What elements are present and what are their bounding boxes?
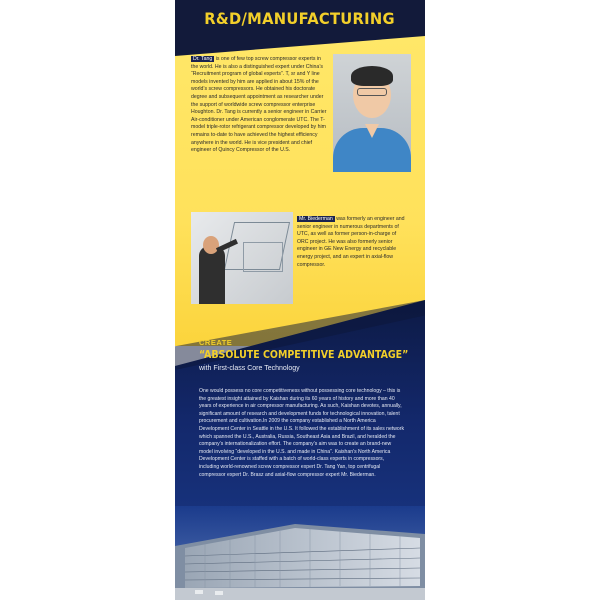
tang-bio: [191, 56, 327, 155]
section-subline: with First-class Core Technology: [199, 365, 300, 372]
portrait-photo-tang: [333, 54, 411, 172]
page-title: R&D/MANUFACTURING: [204, 8, 396, 28]
brochure-panel: [175, 0, 425, 600]
biederman-bio-text: was formerly an engineer and senior engineer in numerous departments of UTC, as well as former person-in-charge of ORC project. He was also formerly senior engineer in GE New Energy and recyclable energy project, and an expert in axial-flow compressor.: [297, 216, 405, 268]
tang-bio-text: is one of few top screw compressor experts in the world. He is also a distinguished expert under China’s “Recruitment program of global experts”. T, sr and Y line models invented by him are applied in about 15% of the world’s screw compressors. He obtained his doctorate degree and subsequent appointment as researcher under the support of worldwide screw compressor enterprise Houghton. Dr. Tang is currently a senior engineer in Carrier Air-conditioner under American conglomerate UTC. The T-model triple-rotor refrigerant compressor developed by him remains to-date to have achieved the highest efficiency anywhere in the world. He is vice president and chief engineer of Quincy Compressor of the U.S.: [191, 56, 327, 154]
header-bar: [175, 0, 425, 36]
biederman-name-tag: Mr. Biederman: [299, 216, 333, 222]
tang-name-tag: Dr. Tang: [193, 56, 213, 62]
biederman-bio: [297, 216, 409, 269]
section-kicker: CREATE: [199, 338, 233, 347]
building-illustration: [175, 506, 425, 600]
presentation-photo-biederman: [191, 212, 293, 304]
section-headline: “ABSOLUTE COMPETITIVE ADVANTAGE”: [199, 348, 409, 361]
company-description: One would possess no core competitiveness without possessing core technology – this is the greatest insight attained by Kaishan during its 60 years of history and more than 40 years of experience in air compressor manufacturing. As such, Kaishan devotes, annually, significant amount of research and development funds for technological innovation, talent procurement and cultivation.In 2009 the company established a North America Development Center in Seattle in the U.S. It followed the establishment of its sales network which spanned the U.S., Australia, Russia, Southeast Asia and Brazil, and heralded the company’s internationalization effort. The company’s aim was to create an brand-new model involving “developed in the U.S. and made in China”. Kaishan’s North America Development Center is staffed with a batch of world-class experts in compressors, including world-renowned screw compressor expert Dr. Tang Yan, top centrifugal compressor expert Dr. Brasz and axial-flow compressor expert Mr. Biederman.: [199, 388, 404, 478]
